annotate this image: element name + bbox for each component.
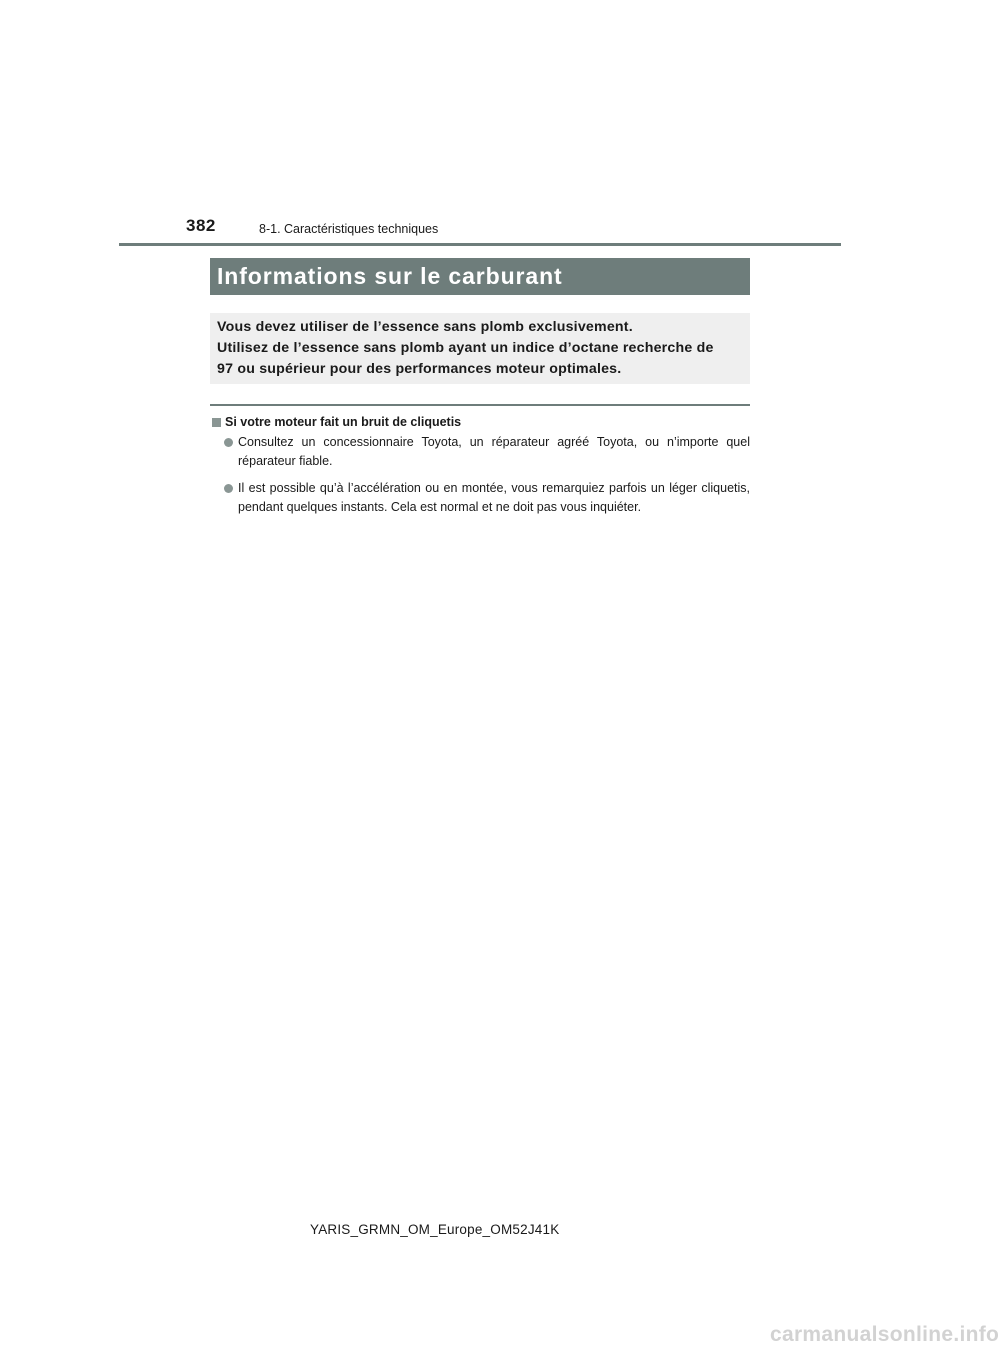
intro-line: 97 ou supérieur pour des performances moteur optimales. — [217, 361, 622, 377]
intro-line: Utilisez de l’essence sans plomb ayant un indice d’octane recherche de — [217, 340, 714, 356]
list-item-text: Consultez un concessionnaire Toyota, un réparateur agréé Toyota, ou n’importe quel réparateur fiable. — [238, 435, 750, 468]
subsection-heading-text: Si votre moteur fait un bruit de cliquetis — [225, 415, 462, 429]
intro-line: Vous devez utiliser de l’essence sans plomb exclusivement. — [217, 319, 633, 335]
square-bullet-icon — [212, 418, 221, 427]
section-label: 8-1. Caractéristiques techniques — [259, 222, 439, 236]
page-title-bar — [210, 258, 750, 295]
page-title: Informations sur le carburant — [217, 263, 563, 289]
footer-document-code: YARIS_GRMN_OM_Europe_OM52J41K — [310, 1222, 560, 1237]
page-number: 382 — [186, 216, 216, 235]
list-item — [222, 479, 750, 517]
section-divider — [210, 404, 750, 406]
list-item-text: Il est possible qu’à l’accélération ou en montée, vous remarquiez parfois un léger cliquetis, pendant quelques instants. Cela est normal et ne doit pas vous inquiéter. — [238, 481, 750, 514]
intro-box — [210, 313, 750, 384]
watermark: carmanualsonline.info — [770, 1323, 999, 1346]
circle-bullet-icon — [224, 438, 233, 447]
subsection-heading — [212, 415, 461, 429]
bullet-list — [222, 433, 750, 525]
list-item — [222, 433, 750, 471]
header-divider — [119, 243, 841, 246]
circle-bullet-icon — [224, 484, 233, 493]
